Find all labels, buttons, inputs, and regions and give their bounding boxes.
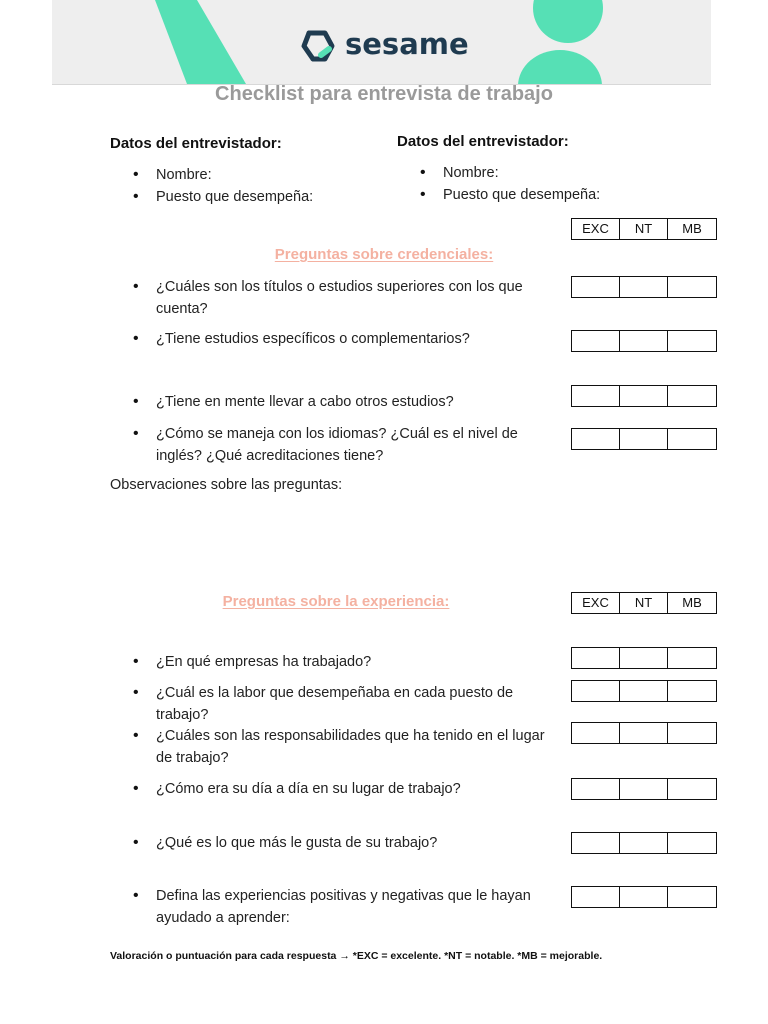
question-item: • ¿Cuál es la labor que desempeñaba en cada puesto de trabajo? <box>156 682 556 726</box>
rating-nt-label: NT <box>620 593 668 613</box>
rating-mb-cell[interactable] <box>668 429 716 449</box>
rating-exc-cell[interactable] <box>572 648 620 668</box>
rating-nt-cell[interactable] <box>620 887 668 907</box>
question-item: • Defina las experiencias positivas y negativas que le hayan ayudado a aprender: <box>156 885 556 929</box>
question-item: • ¿Tiene en mente llevar a cabo otros estudios? <box>156 391 556 413</box>
rating-nt-cell[interactable] <box>620 723 668 743</box>
rating-nt-cell[interactable] <box>620 429 668 449</box>
rating-mb-cell[interactable] <box>668 779 716 799</box>
rating-exc-label: EXC <box>572 219 620 239</box>
rating-mb-label: MB <box>682 221 702 236</box>
rating-nt-cell[interactable] <box>620 779 668 799</box>
experience-heading: Preguntas sobre la experiencia: <box>222 593 450 610</box>
list-item: • Nombre: <box>443 162 499 184</box>
rating-nt-cell[interactable] <box>620 331 668 351</box>
rating-nt-cell[interactable] <box>620 386 668 406</box>
question-item: • ¿Cómo se maneja con los idiomas? ¿Cuál es el nivel de inglés? ¿Qué acreditaciones tiene? <box>156 423 556 467</box>
rating-header-experience <box>571 592 717 614</box>
rating-mb-cell[interactable] <box>668 386 716 406</box>
rating-row <box>571 647 717 669</box>
rating-exc-cell[interactable] <box>572 887 620 907</box>
question-item: • ¿Tiene estudios específicos o complementarios? <box>156 328 556 350</box>
footnote: Valoración o puntuación para cada respuesta → *EXC = excelente. *NT = notable. *MB = mejorable. <box>110 950 603 962</box>
rating-exc-cell[interactable] <box>572 386 620 406</box>
rating-exc-cell[interactable] <box>572 723 620 743</box>
rating-row <box>571 778 717 800</box>
interviewer-heading-left: Datos del entrevistador: <box>110 135 282 152</box>
rating-row <box>571 680 717 702</box>
rating-exc-cell[interactable] <box>572 429 620 449</box>
rating-nt-cell[interactable] <box>620 277 668 297</box>
rating-mb-label: MB <box>682 595 702 610</box>
rating-header-credentials <box>571 218 717 240</box>
question-item: • ¿Qué es lo que más le gusta de su trabajo? <box>156 832 556 854</box>
rating-mb-cell[interactable] <box>668 723 716 743</box>
credentials-heading: Preguntas sobre credenciales: <box>274 246 494 263</box>
rating-row <box>571 832 717 854</box>
question-item: • ¿En qué empresas ha trabajado? <box>156 651 556 673</box>
rating-exc-label: EXC <box>572 593 620 613</box>
page-title: Checklist para entrevista de trabajo <box>215 83 553 105</box>
list-item: • Puesto que desempeña: <box>156 186 313 208</box>
rating-row <box>571 385 717 407</box>
list-item: • Nombre: <box>156 164 212 186</box>
rating-row <box>571 428 717 450</box>
rating-mb-cell[interactable] <box>668 887 716 907</box>
interviewer-heading-right: Datos del entrevistador: <box>397 133 569 150</box>
observations-label: Observaciones sobre las preguntas: <box>110 477 343 493</box>
rating-exc-cell[interactable] <box>572 277 620 297</box>
rating-row <box>571 276 717 298</box>
rating-row <box>571 886 717 908</box>
rating-nt-cell[interactable] <box>620 833 668 853</box>
rating-mb-cell[interactable] <box>668 277 716 297</box>
rating-mb-cell[interactable] <box>668 331 716 351</box>
rating-exc-cell[interactable] <box>572 779 620 799</box>
header-banner <box>52 0 711 85</box>
list-item: • Puesto que desempeña: <box>443 184 600 206</box>
rating-row <box>571 722 717 744</box>
rating-exc-cell[interactable] <box>572 331 620 351</box>
question-item: • ¿Cuáles son los títulos o estudios superiores con los que cuenta? <box>156 276 556 320</box>
question-item: • ¿Cuáles son las responsabilidades que ha tenido en el lugar de trabajo? <box>156 725 556 769</box>
rating-exc-cell[interactable] <box>572 833 620 853</box>
rating-nt-cell[interactable] <box>620 648 668 668</box>
rating-exc-cell[interactable] <box>572 681 620 701</box>
rating-nt-cell[interactable] <box>620 681 668 701</box>
rating-mb-cell[interactable] <box>668 833 716 853</box>
question-item: • ¿Cómo era su día a día en su lugar de trabajo? <box>156 778 556 800</box>
rating-mb-cell[interactable] <box>668 648 716 668</box>
rating-nt-label: NT <box>620 219 668 239</box>
rating-mb-cell[interactable] <box>668 681 716 701</box>
logo-wordmark: sesame <box>345 27 469 61</box>
logo-icon <box>299 29 335 65</box>
rating-row <box>571 330 717 352</box>
